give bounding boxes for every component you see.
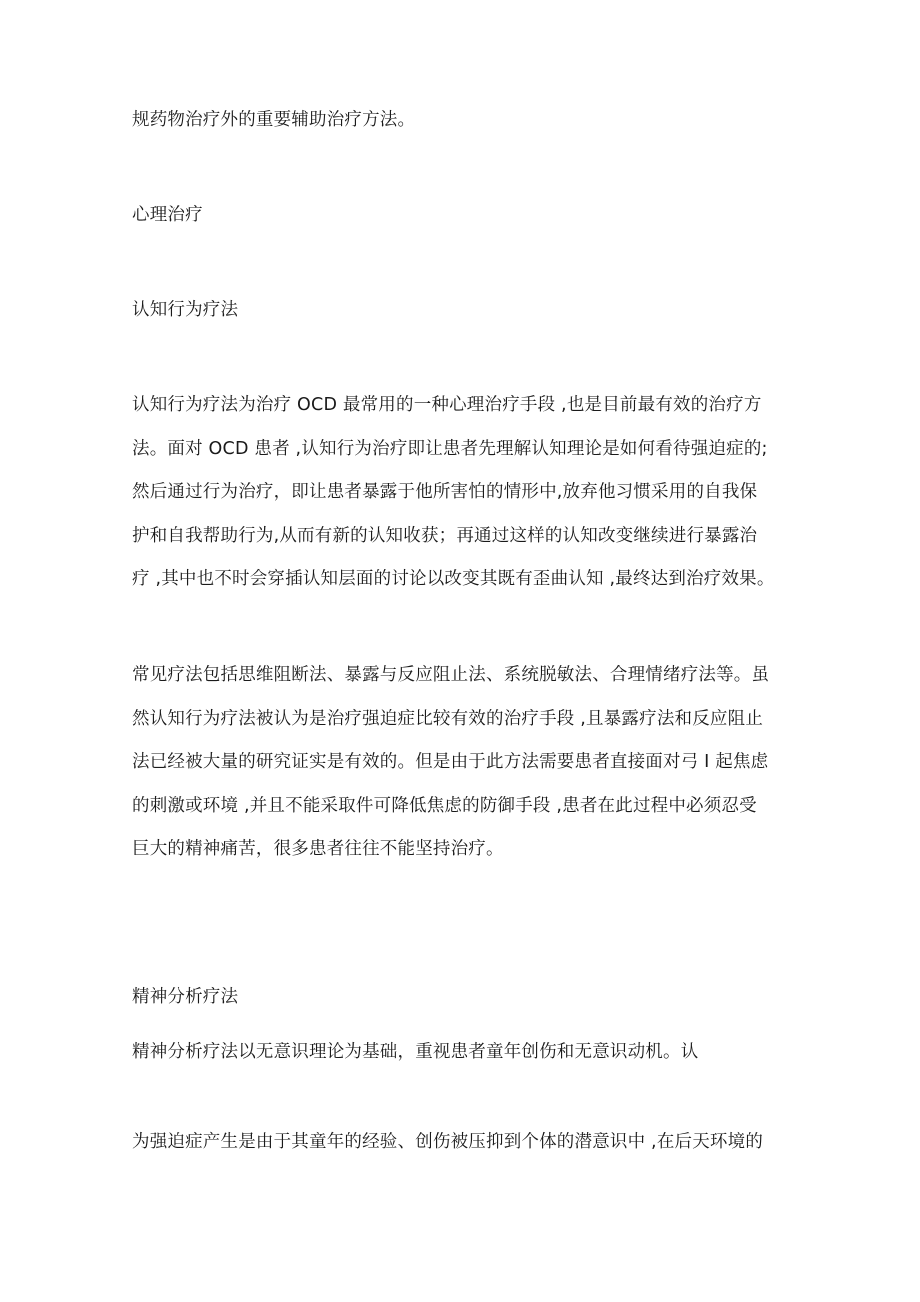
psychoanalysis-text [132,1040,802,1064]
heading-psychoanalysis [132,985,802,1009]
heading-psychotherapy [132,203,802,227]
text-line: 法已经被大量的研究证实是有效的。但是由于此方法需要患者直接面对弓 I 起焦虑 [132,752,769,772]
section-heading: 认知行为疗法 [132,300,239,320]
text-line: 法。面对 OCD 患者 ,认知行为治疗即让患者先理解认知理论是如何看待强迫症的; [132,438,768,459]
heading-cbt [132,298,802,322]
text-line: 然后通过行为治疗，即让患者暴露于他所害怕的情形中,放弃他习惯采用的自我保 [132,482,758,502]
section-heading: 心理治疗 [132,205,203,225]
continuation-text [132,1130,802,1154]
intro-tail-text [132,108,802,132]
text-line: 常见疗法包括思维阻断法、暴露与反应阻止法、系统脱敏法、合理情绪疗法等。虽 [132,665,770,685]
text-line: 护和自我帮助行为,从而有新的认知收获；再通过这样的认知改变继续进行暴露治 [132,525,758,546]
text-line: 规药物治疗外的重要辅助治疗方法。 [132,110,416,130]
text-line: 为强迫症产生是由于其童年的经验、创伤被压抑到个体的潜意识中 ,在后天环境的 [132,1132,764,1152]
text-line: 认知行为疗法为治疗 OCD 最常用的一种心理治疗手段 ,也是目前最有效的治疗方 [132,395,762,415]
text-line: 的刺激或环境 ,并且不能采取件可降低焦虑的防御手段 ,患者在此过程中必须忍受 [132,795,757,816]
section-heading: 精神分析疗法 [132,987,239,1007]
methods-paragraph [132,654,802,872]
text-line: 疗 ,其中也不时会穿插认知层面的讨论以改变其既有歪曲认知 ,最终达到治疗效果。 [132,569,775,589]
text-line: 巨大的精神痛苦，很多患者往往不能坚持治疗。 [132,839,504,859]
text-line: 精神分析疗法以无意识理论为基础，重视患者童年创伤和无意识动机。认 [132,1042,699,1062]
text-line: 然认知行为疗法被认为是治疗强迫症比较有效的治疗手段 ,且暴露疗法和反应阻止 [132,708,764,729]
cbt-paragraph [132,384,802,602]
